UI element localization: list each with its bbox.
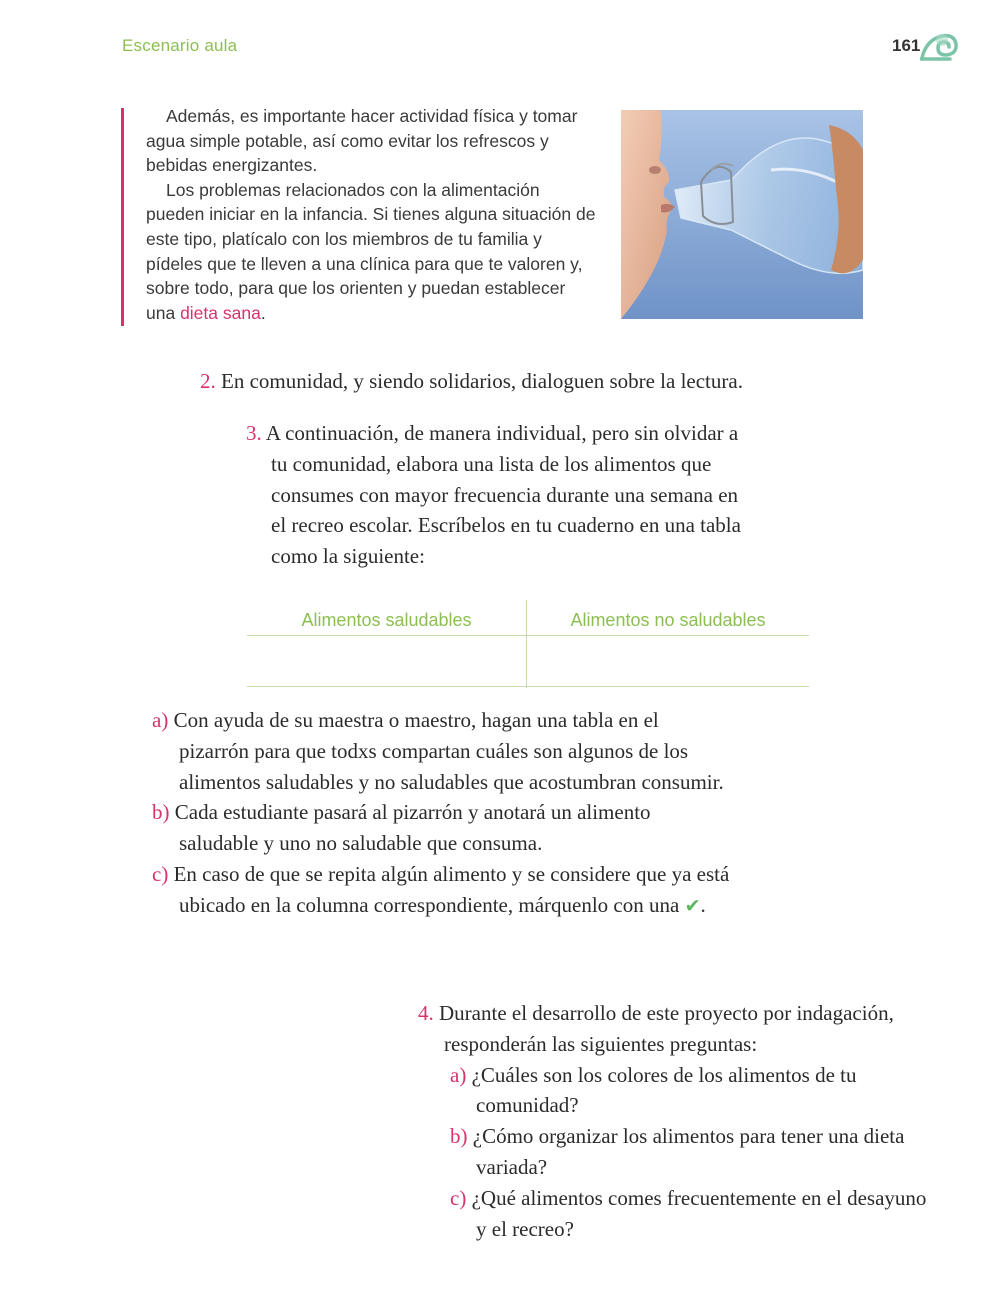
intro-p1: Además, es importante hacer actividad física y tomar agua simple potable, así como evitar los refrescos y bebidas energizantes. bbox=[146, 106, 578, 176]
table-header-line bbox=[247, 635, 809, 636]
activity-3-text: A continuación, de manera individual, pero sin olvidar a tu comunidad, elabora una lista de los alimentos que consumes con mayor frecuencia durante una semana en el recreo escolar. Escríbelos en tu cuaderno en una tabla como la siguiente: bbox=[265, 421, 741, 569]
activity-3 bbox=[246, 418, 746, 572]
list-item: c) En caso de que se repita algún alimento y se considere que ya está ubicado en la columna correspondiente, márquenlo con una ✔. bbox=[152, 861, 730, 917]
dieta-sana-term: dieta sana bbox=[180, 302, 261, 323]
activity-4 bbox=[418, 998, 938, 1244]
unhealthy-foods-header: Alimentos no saludables bbox=[570, 610, 766, 630]
table-column-divider bbox=[526, 600, 527, 688]
intro-paragraph: Además, es importante hacer actividad física y tomar agua simple potable, así como evitar los refrescos y bebidas energizantes. Los problemas relacionados con la alimentación pueden iniciar en la infancia. Si tienes alguna situación de este tipo, platícalo con los miembros de tu familia y pídeles que te lleven a una clínica para que te valoren y, sobre todo, para que los orienten y puedan establecer una dieta sana. bbox=[146, 106, 596, 323]
activity-4-text: Durante el desarrollo de este proyecto por indagación, responderán las siguientes preguntas: bbox=[439, 1001, 894, 1056]
page-number: 161 bbox=[892, 36, 921, 55]
list-item: b) Cada estudiante pasará al pizarrón y anotará un alimento saludable y uno no saludable que consuma. bbox=[152, 800, 651, 856]
table-bottom-line bbox=[247, 686, 809, 687]
checkmark-icon: ✔ bbox=[684, 894, 701, 917]
snail-icon bbox=[920, 30, 958, 62]
question-item: c) ¿Qué alimentos comes frecuentemente en el desayuno y el recreo? bbox=[450, 1185, 927, 1241]
food-table bbox=[247, 600, 809, 688]
question-item: a) ¿Cuáles son los colores de los alimentos de tu comunidad? bbox=[450, 1062, 857, 1118]
activity-2-text: En comunidad, y siendo solidarios, dialoguen sobre la lectura. bbox=[221, 369, 743, 393]
list-item: a) Con ayuda de su maestra o maestro, hagan una tabla en el pizarrón para que todxs compartan cuáles son algunos de los alimentos saludables y no saludables que acostumbran consumir. bbox=[152, 708, 724, 794]
activity-4-number: 4. bbox=[418, 1001, 434, 1025]
activity-2 bbox=[200, 366, 840, 397]
question-item: b) ¿Cómo organizar los alimentos para tener una dieta variada? bbox=[450, 1124, 905, 1179]
section-title: Escenario aula bbox=[122, 36, 238, 55]
activity-3-number: 3. bbox=[246, 421, 262, 445]
activity-3-sublist bbox=[152, 705, 732, 922]
intro-accent-bar bbox=[121, 108, 124, 326]
drinking-water-photo bbox=[621, 110, 863, 319]
intro-p2: Los problemas relacionados con la alimentación pueden iniciar en la infancia. Si tienes alguna situación de este tipo, platícalo con los miembros de tu familia y pídeles que te lleven a una clínica para que te valoren y, sobre todo, para que los orienten y puedan establecer una bbox=[146, 179, 596, 323]
healthy-foods-header: Alimentos saludables bbox=[301, 610, 472, 630]
activity-2-number: 2. bbox=[200, 369, 216, 393]
